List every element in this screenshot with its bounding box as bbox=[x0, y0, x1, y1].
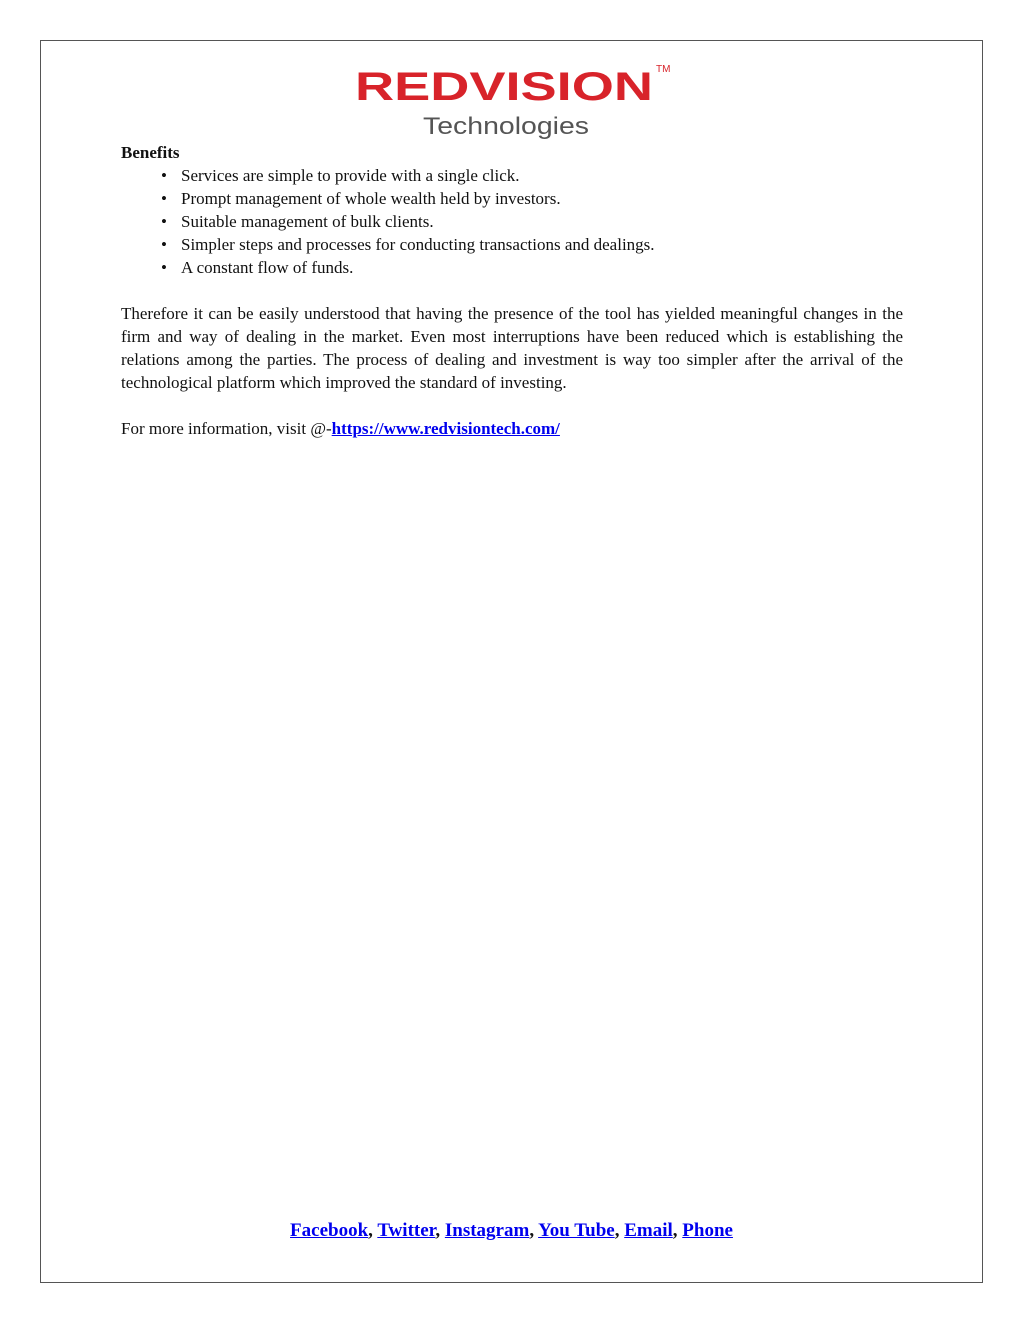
list-item-text: Services are simple to provide with a single click. bbox=[181, 166, 520, 185]
redvision-logo bbox=[355, 62, 675, 140]
list-item bbox=[161, 233, 903, 256]
list-item bbox=[161, 187, 903, 210]
bullet-icon: • bbox=[161, 235, 167, 254]
twitter-link[interactable]: Twitter bbox=[377, 1220, 436, 1241]
youtube-link[interactable]: You Tube bbox=[538, 1220, 615, 1241]
email-link[interactable]: Email bbox=[624, 1220, 673, 1241]
bullet-icon: • bbox=[161, 258, 167, 277]
bullet-icon: • bbox=[161, 166, 167, 185]
instagram-link[interactable]: Instagram bbox=[444, 1220, 530, 1241]
facebook-link[interactable]: Facebook bbox=[290, 1220, 369, 1241]
logo-trademark: TM bbox=[656, 64, 671, 75]
list-item-text: Simpler steps and processes for conducting transactions and dealings. bbox=[181, 235, 655, 254]
list-item-text: Prompt management of whole wealth held by investors. bbox=[181, 189, 561, 208]
footer-links bbox=[40, 1220, 983, 1242]
document-body bbox=[121, 141, 903, 440]
more-info-line bbox=[121, 417, 903, 440]
more-info-prefix: For more information, visit @- bbox=[121, 419, 332, 438]
footer-separator: , bbox=[435, 1220, 445, 1241]
benefits-heading: Benefits bbox=[121, 143, 180, 162]
list-item bbox=[161, 256, 903, 279]
logo-tagline: Technologies bbox=[423, 113, 589, 140]
logo-brand-text: REDVISION bbox=[355, 65, 653, 109]
footer-separator: , bbox=[368, 1220, 378, 1241]
bullet-icon: • bbox=[161, 189, 167, 208]
website-link[interactable]: https://www.redvisiontech.com/ bbox=[331, 419, 560, 438]
footer-separator: , bbox=[614, 1220, 625, 1241]
footer-separator: , bbox=[529, 1220, 539, 1241]
list-item-text: Suitable management of bulk clients. bbox=[181, 212, 434, 231]
phone-link[interactable]: Phone bbox=[682, 1220, 733, 1241]
footer-separator: , bbox=[672, 1220, 683, 1241]
benefits-list bbox=[121, 164, 903, 279]
list-item-text: A constant flow of funds. bbox=[181, 258, 354, 277]
bullet-icon: • bbox=[161, 212, 167, 231]
list-item bbox=[161, 210, 903, 233]
list-item bbox=[161, 164, 903, 187]
summary-paragraph: Therefore it can be easily understood that having the presence of the tool has yielded meaningful changes in the firm and way of dealing in the market. Even most interruptions have been reduced which is establishing the relations among the parties. The process of dealing and investment is way too simpler after the arrival of the technological platform which improved the standard of investing. bbox=[121, 304, 903, 392]
